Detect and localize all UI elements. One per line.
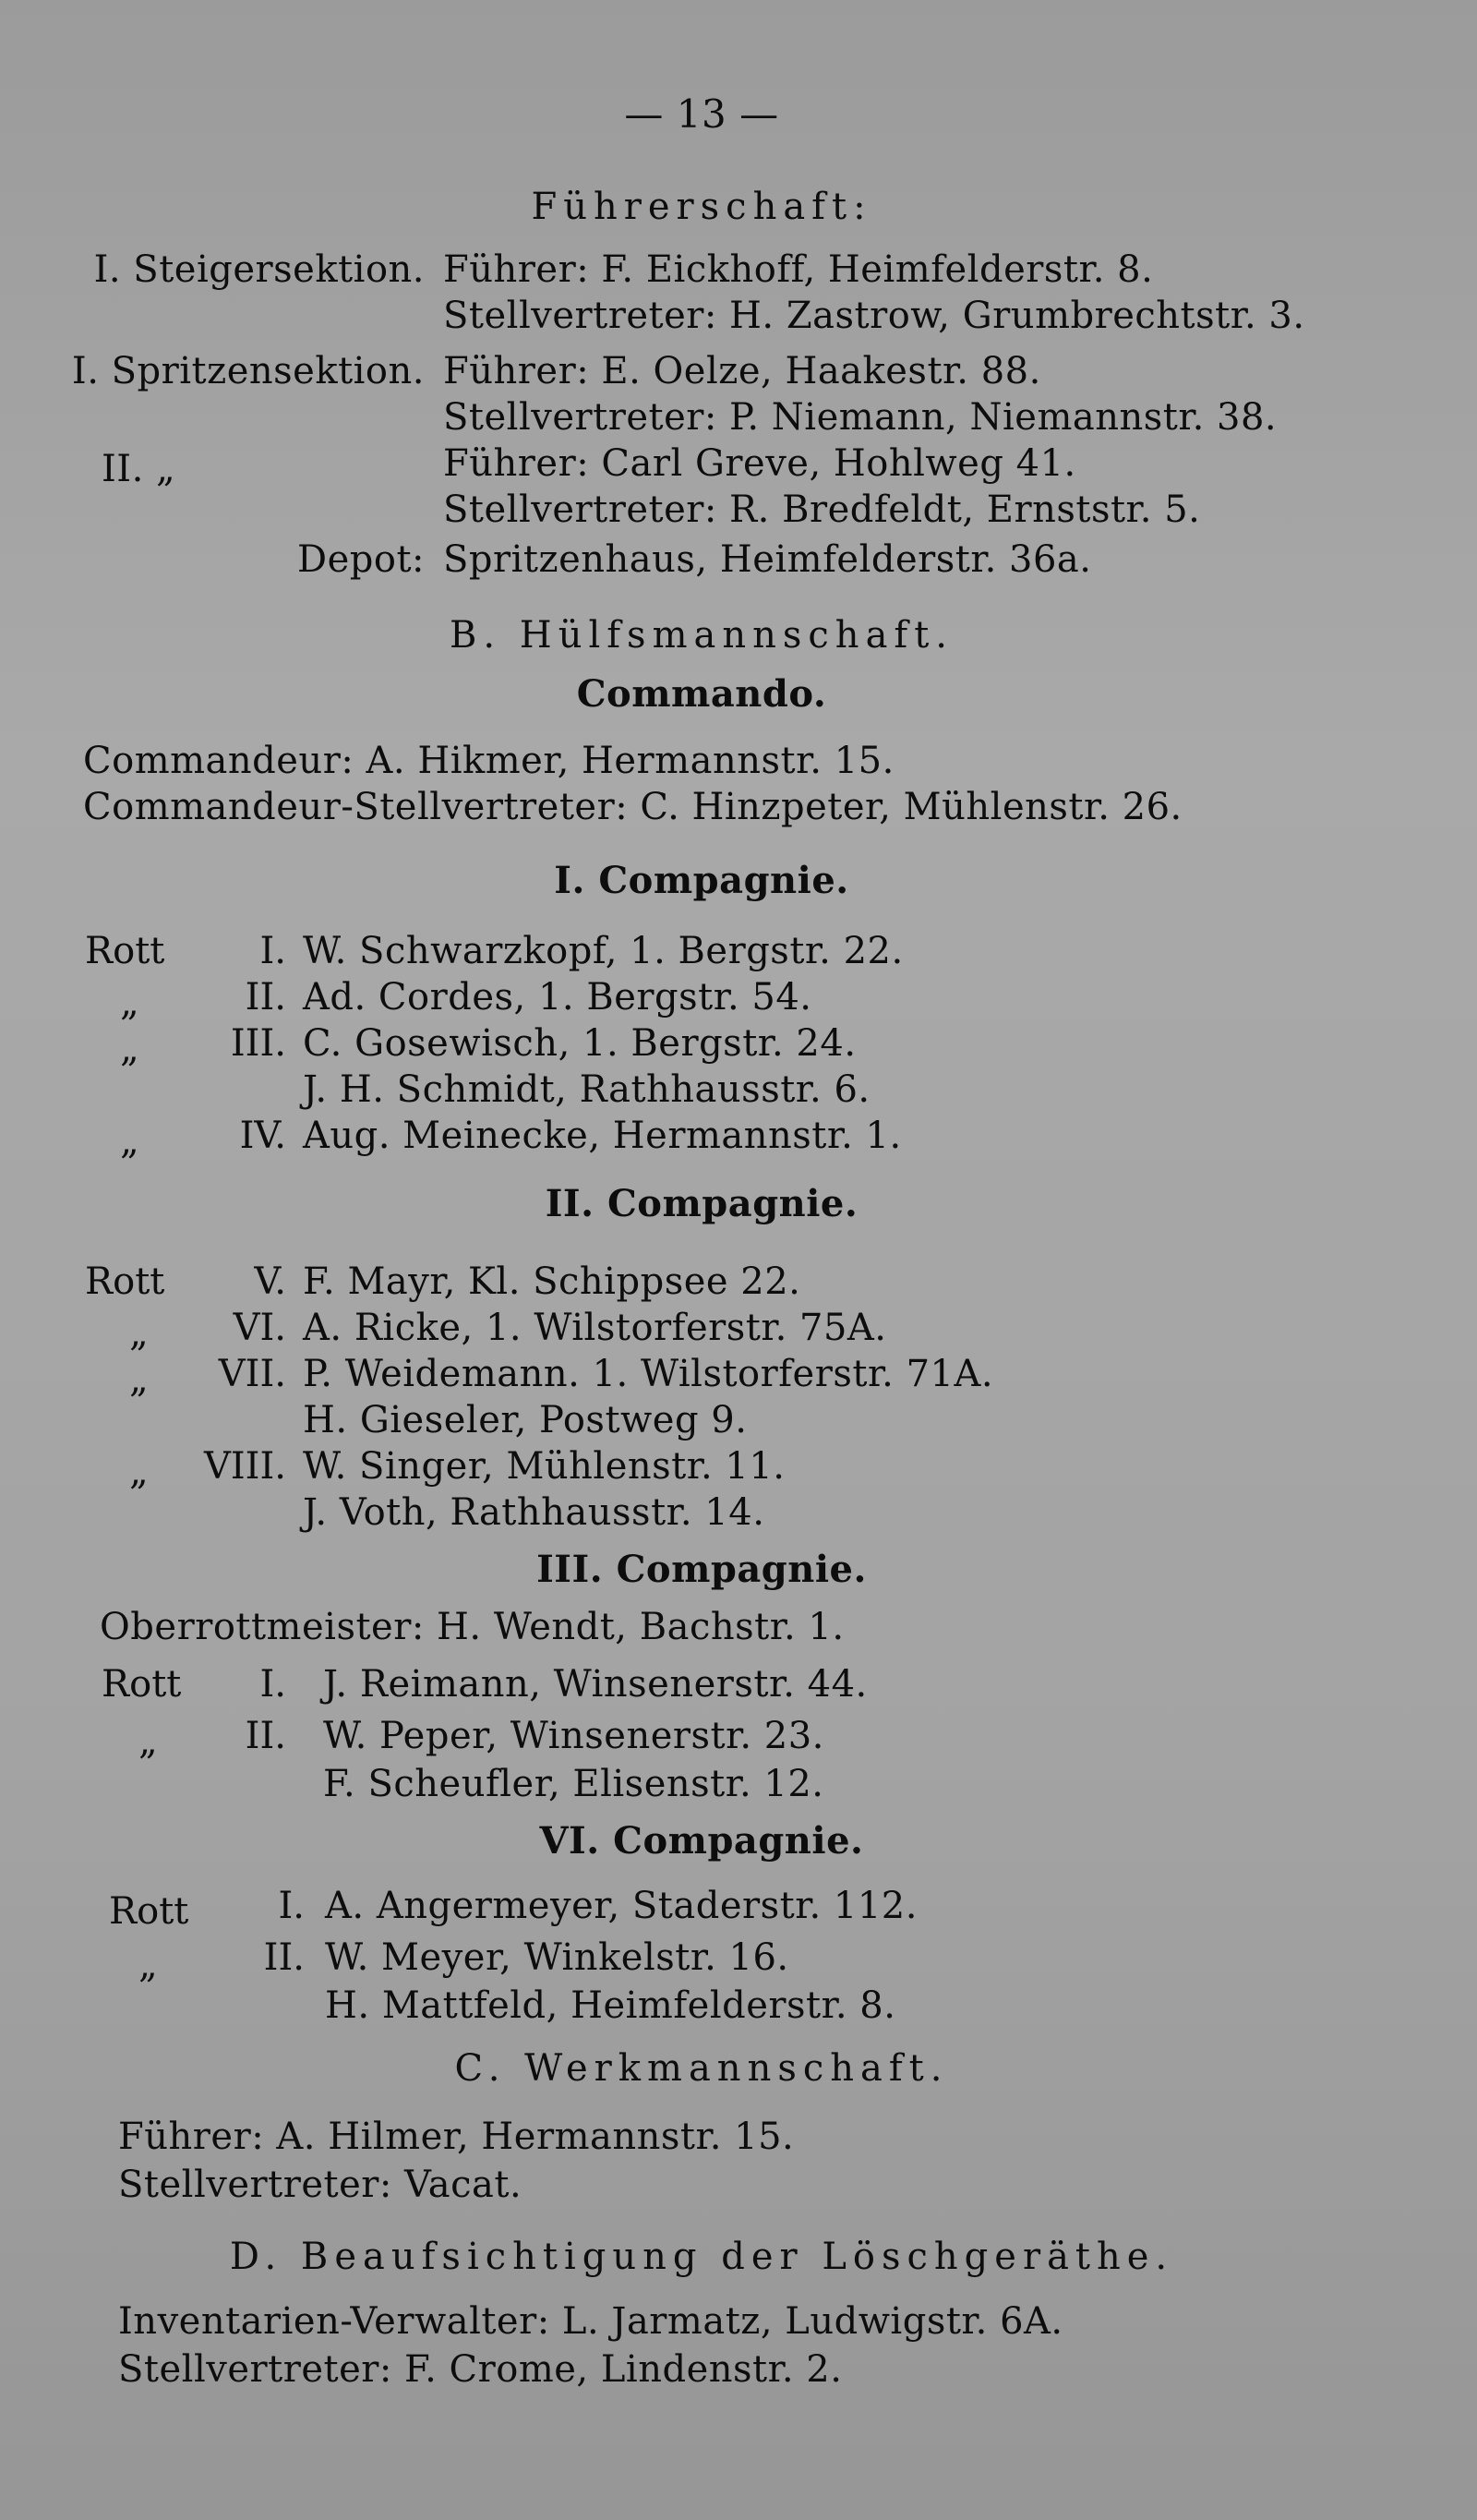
member-entry: F. Mayr, Kl. Schippsee 22.	[303, 1260, 801, 1303]
rott-label: Rott	[85, 1260, 165, 1303]
member-entry: J. H. Schmidt, Rathhausstr. 6.	[303, 1068, 871, 1111]
ditto-mark: „	[138, 1720, 158, 1763]
ditto-mark: „	[129, 1312, 149, 1355]
rott-number: VI.	[233, 1307, 286, 1349]
member-entry: A. Angermeyer, Staderstr. 112.	[325, 1885, 918, 1927]
member-entry: C. Gosewisch, 1. Bergstr. 24.	[303, 1022, 857, 1065]
subheading-compagnie-6: VI. Compagnie.	[539, 1819, 864, 1863]
rott-number: VIII.	[203, 1445, 286, 1488]
subheading-commando: Commando.	[576, 672, 827, 716]
member-entry: W. Schwarzkopf, 1. Bergstr. 22.	[303, 930, 904, 972]
fuehrer-entry: Stellvertreter: H. Zastrow, Grumbrechtstr. 3.	[443, 295, 1305, 337]
section-heading-huelfsmannschaft: B. Hülfsmannschaft.	[449, 614, 955, 657]
rott-label: Rott	[102, 1663, 182, 1706]
ditto-mark: „	[120, 982, 139, 1024]
subheading-compagnie-2: II. Compagnie.	[545, 1182, 859, 1225]
member-entry: Aug. Meinecke, Hermannstr. 1.	[303, 1115, 902, 1157]
page-number: — 13 —	[624, 91, 779, 137]
rott-number: II.	[263, 1936, 305, 1979]
rott-label: Rott	[109, 1890, 189, 1933]
section-heading-beaufsichtigung: D. Beaufsichtigung der Löschgeräthe.	[229, 2236, 1174, 2278]
fuehrer-label: Depot:	[297, 538, 425, 581]
werkmannschaft-line: Stellvertreter: Vacat.	[118, 2164, 522, 2206]
beaufsichtigung-line: Stellvertreter: F. Crome, Lindenstr. 2.	[118, 2348, 843, 2391]
commando-line: Commandeur-Stellvertreter: C. Hinzpeter, Mühlenstr. 26.	[83, 786, 1183, 828]
ditto-mark: „	[120, 1028, 139, 1070]
ditto-mark: „	[120, 1120, 139, 1163]
member-entry: H. Gieseler, Postweg 9.	[303, 1399, 748, 1441]
member-entry: J. Reimann, Winsenerstr. 44.	[323, 1663, 868, 1706]
rott-number: I.	[278, 1885, 305, 1927]
rott-number: III.	[230, 1022, 286, 1065]
rott-number: IV.	[239, 1115, 286, 1157]
rott-number: I.	[259, 930, 286, 972]
section-heading-werkmannschaft: C. Werkmannschaft.	[454, 2047, 949, 2090]
member-entry: A. Ricke, 1. Wilstorferstr. 75A.	[303, 1307, 887, 1349]
fuehrer-label: II. „	[102, 448, 176, 490]
member-entry: W. Peper, Winsenerstr. 23.	[323, 1715, 824, 1757]
fuehrer-entry: Stellvertreter: R. Bredfeldt, Ernststr. 5.	[443, 488, 1201, 531]
member-entry: J. Voth, Rathhausstr. 14.	[303, 1491, 765, 1534]
rott-number: II.	[245, 976, 286, 1019]
beaufsichtigung-line: Inventarien-Verwalter: L. Jarmatz, Ludwigstr. 6A.	[118, 2300, 1063, 2343]
fuehrer-entry: Führer: F. Eickhoff, Heimfelderstr. 8.	[443, 248, 1154, 291]
member-entry: F. Scheufler, Elisenstr. 12.	[323, 1763, 824, 1805]
subheading-compagnie-3: III. Compagnie.	[536, 1548, 867, 1591]
subheading-compagnie-1: I. Compagnie.	[554, 859, 849, 902]
werkmannschaft-line: Führer: A. Hilmer, Hermannstr. 15.	[118, 2116, 795, 2158]
member-entry: H. Mattfeld, Heimfelderstr. 8.	[325, 1984, 896, 2027]
fuehrer-entry: Spritzenhaus, Heimfelderstr. 36a.	[443, 538, 1092, 581]
section-heading-fuehrerschaft: Führerschaft:	[531, 186, 872, 228]
ditto-mark: „	[138, 1944, 158, 1986]
ditto-mark: „	[129, 1451, 149, 1493]
member-entry: P. Weidemann. 1. Wilstorferstr. 71A.	[303, 1353, 994, 1395]
fuehrer-entry: Führer: Carl Greve, Hohlweg 41.	[443, 442, 1076, 485]
fuehrer-entry: Führer: E. Oelze, Haakestr. 88.	[443, 350, 1041, 392]
rott-number: V.	[254, 1260, 286, 1303]
member-entry: W. Meyer, Winkelstr. 16.	[325, 1936, 789, 1979]
rott-number: II.	[245, 1715, 286, 1757]
oberrottmeister-line: Oberrottmeister: H. Wendt, Bachstr. 1.	[100, 1606, 845, 1648]
rott-label: Rott	[85, 930, 165, 972]
fuehrer-label: I. Spritzensektion.	[71, 350, 425, 392]
commando-line: Commandeur: A. Hikmer, Hermannstr. 15.	[83, 740, 895, 782]
fuehrer-label: I. Steigersektion.	[93, 248, 425, 291]
member-entry: W. Singer, Mühlenstr. 11.	[303, 1445, 786, 1488]
rott-number: I.	[259, 1663, 286, 1706]
rott-number: VII.	[218, 1353, 286, 1395]
member-entry: Ad. Cordes, 1. Bergstr. 54.	[303, 976, 812, 1019]
fuehrer-entry: Stellvertreter: P. Niemann, Niemannstr. 38.	[443, 396, 1278, 439]
ditto-mark: „	[129, 1358, 149, 1401]
